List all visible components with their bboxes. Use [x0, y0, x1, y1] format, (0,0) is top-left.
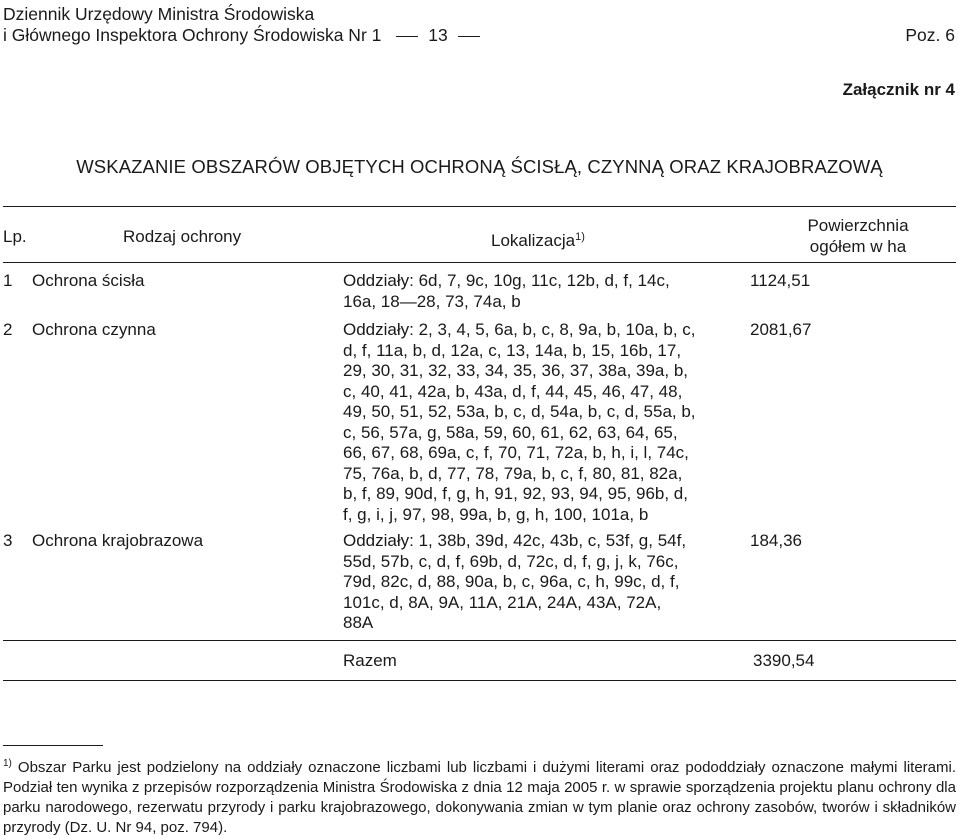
header-lp: Lp.: [3, 227, 27, 246]
location-line: c, 40, 41, 42a, b, 43a, d, f, 44, 45, 46, 47, 48,: [343, 381, 683, 401]
table-header-rule: [3, 262, 956, 263]
header-location-footnote: 1): [575, 231, 585, 243]
location-line: Oddziały: 6d, 7, 9c, 10g, 11c, 12b, d, f, 14c,: [343, 271, 670, 290]
location-line: 55d, 57b, c, d, f, 69b, d, 72c, d, f, g, j, k, 76c,: [343, 551, 679, 571]
footnote: [3, 754, 956, 838]
row3-location: [343, 531, 743, 634]
location-line: c, 56, 57a, g, 58a, 59, 60, 61, 62, 63, 64, 65,: [343, 422, 678, 442]
annex-label: Załącznik nr 4: [842, 80, 955, 99]
location-line: 88A: [343, 613, 374, 632]
location-line: f, g, i, j, 97, 98, 99a, b, g, h, 100, 101a, b: [343, 504, 649, 524]
row1-lp: 1: [3, 271, 13, 290]
header-location: [491, 227, 585, 252]
location-line: b, f, 89, 90d, f, g, h, 91, 92, 93, 94, 95, 96b, d,: [343, 484, 688, 503]
footnote-marker: 1): [3, 758, 12, 769]
location-line: Oddziały: 1, 38b, 39d, 42c, 43b, c, 53f, g, 54f,: [343, 531, 687, 550]
footnote-separator: [3, 745, 103, 746]
footnote-text: Obszar Parku jest podzielony na oddziały oznaczone liczbami lub liczbami i dużymi literami oraz pododdziały oznaczone małymi literami. Podział ten wynika z przepisów rozporządzenia Ministra Środowiska z dnia 12 maja 2005 r. w sprawie sporządzenia projektu planu ochrony dla parku narodowego, rezerwatu przyrody i parku krajobrazowego, dokonywania zmian w tym planie oraz ochrony zasobów, tworów i składników przyrody (Dz. U. Nr 94, poz. 794).: [3, 759, 956, 836]
position-label: Poz. 6: [905, 25, 955, 45]
row3-lp: 3: [3, 531, 13, 550]
row2-location: [343, 320, 743, 525]
table-bottom-rule: [3, 680, 956, 681]
page-title: WSKAZANIE OBSZARÓW OBJĘTYCH OCHRONĄ ŚCISŁĄ, CZYNNĄ ORAZ KRAJOBRAZOWĄ: [76, 156, 883, 177]
row1-area: 1124,51: [750, 271, 811, 290]
row2-lp: 2: [3, 320, 13, 339]
header-type: Rodzaj ochrony: [123, 227, 242, 246]
table-total-rule: [3, 640, 956, 641]
row3-type: Ochrona krajobrazowa: [32, 531, 204, 550]
dash-left: [396, 36, 418, 37]
row1-location: [343, 271, 743, 312]
header-location-text: Lokalizacja: [491, 231, 576, 250]
row3-area: 184,36: [750, 531, 802, 550]
location-line: 49, 50, 51, 52, 53a, b, c, d, 54a, b, c, d, 55a, b,: [343, 402, 696, 421]
journal-title-line1: Dziennik Urzędowy Ministra Środowiska: [3, 4, 315, 24]
journal-title-line2: [3, 25, 490, 46]
header-area-line2: ogółem w ha: [809, 237, 907, 256]
dash-right: [458, 36, 480, 37]
page-number: 13: [428, 25, 448, 45]
location-line: 66, 67, 68, 69a, c, f, 70, 71, 72a, b, h, i, l, 74c,: [343, 443, 689, 462]
total-label: Razem: [343, 651, 397, 670]
location-line: 75, 76a, b, d, 77, 78, 79a, b, c, f, 80, 81, 82a,: [343, 463, 683, 483]
header-area: [763, 215, 953, 257]
row2-area: 2081,67: [750, 320, 812, 339]
location-line: 16a, 18—28, 73, 74a, b: [343, 291, 521, 311]
location-line: 79d, 82c, d, 88, 90a, b, c, 96a, c, h, 99c, d, f,: [343, 572, 680, 591]
location-line: Oddziały: 2, 3, 4, 5, 6a, b, c, 8, 9a, b, 10a, b, c,: [343, 320, 696, 339]
header-area-line1: Powierzchnia: [807, 216, 909, 235]
journal-issue: i Głównego Inspektora Ochrony Środowiska Nr 1: [3, 25, 382, 45]
journal-header: [3, 4, 490, 46]
row1-type: Ochrona ścisła: [32, 271, 145, 290]
total-value: 3390,54: [753, 651, 815, 670]
location-line: 29, 30, 31, 32, 33, 34, 35, 36, 37, 38a, 39a, b,: [343, 361, 688, 380]
location-line: 101c, d, 8A, 9A, 11A, 21A, 24A, 43A, 72A,: [343, 592, 662, 612]
location-line: d, f, 11a, b, d, 12a, c, 13, 14a, b, 15, 16b, 17,: [343, 340, 682, 360]
table-top-rule: [3, 206, 956, 207]
row2-type: Ochrona czynna: [32, 320, 156, 339]
